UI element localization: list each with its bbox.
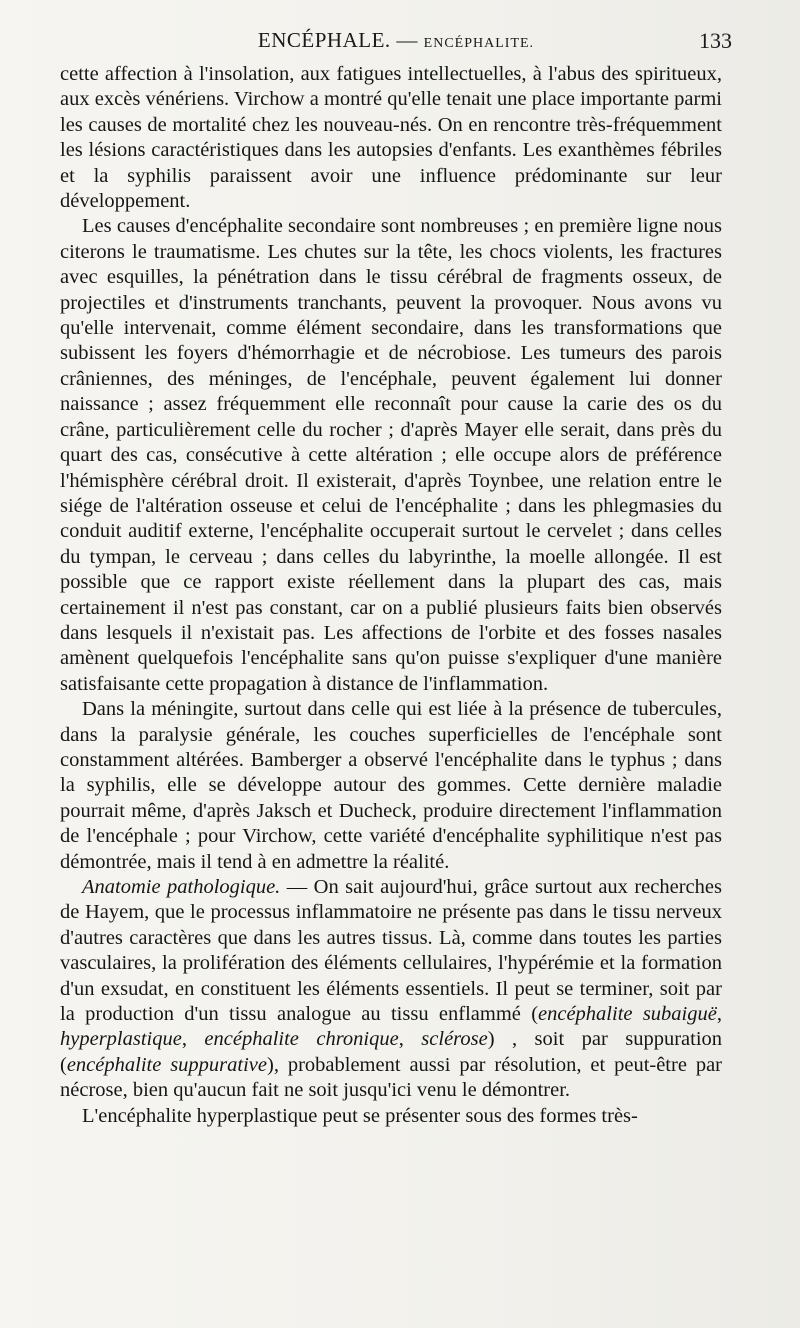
italic-text: Anatomie pathologique. (82, 876, 281, 898)
text-segment: , (181, 1028, 205, 1051)
paragraph (60, 875, 722, 1104)
italic-text: encéphalite suppurative (66, 1053, 267, 1076)
text-segment: — On sait aujourd'hui, grâce surtout aux recherches de Hayem, que le processus inflammatoire ne présente pas dans le tissu nerveux d'autres caractères que dans les autres tissus. Là, comme dans toutes les parties vasculaires, la prolifération des éléments cellulaires, l'hypérémie et la formation d'un exsudat, en constituent les éléments essentiels. Il peut se terminer, soit par la production d'un tissu analogue au tissu enflammé ( (60, 876, 722, 1026)
paragraph: Dans la méningite, surtout dans celle qui est liée à la présence de tubercules, dans la paralysie générale, les couches superficielles de l'encéphale sont constamment altérées. Bamberger a observé l'encéphalite dans le typhus ; dans la syphilis, elle se développe autour des gommes. Cette dernière maladie pourrait même, d'après Jaksch et Ducheck, produire directement l'inflammation de l'encéphale ; pour Virchow, cette variété d'encéphalite syphilitique n'est pas démontrée, mais il tend à en admettre la réalité. (60, 698, 722, 873)
text-segment: , (716, 1003, 722, 1026)
header-title-main: ENCÉPHALE. (257, 28, 391, 52)
italic-text: hyperplastique (60, 1028, 182, 1051)
page-number: 133 (699, 28, 732, 53)
running-header (60, 28, 732, 58)
paragraph: Les causes d'encéphalite secondaire sont nombreuses ; en première ligne nous citerons le traumatisme. Les chutes sur la tête, les chocs violents, les fractures avec esquilles, la pénétration dans le tissu cérébral de fragments osseux, de projectiles et d'instruments tranchants, peuvent la provoquer. Nous avons vu qu'elle intervenait, comme élément secondaire, dans les transformations que subissent les foyers d'hémorrhagie et de nécrobiose. Les tumeurs des parois crâniennes, des méninges, de l'encéphale, peuvent également lui donner naissance ; assez fréquemment elle reconnaît pour cause la carie des os du crâne, particulièrement celle du rocher ; d'après Mayer elle serait, dans près du quart des cas, consécutive à cette altération ; elle occupe alors de préférence l'hémisphère cérébral droit. Il existerait, d'après Toynbee, une relation entre le siége de l'altération osseuse et celui de l'encéphalite ; dans les phlegmasies du conduit auditif externe, l'encéphalite occuperait surtout le cervelet ; dans celles du tympan, le cerveau ; dans celles du labyrinthe, la moelle allongée. Il est possible que ce rapport existe réellement dans la plupart des cas, mais certainement il n'est pas constant, car on a publié plusieurs faits bien observés dans lesquels il n'existait pas. Les affections de l'orbite et des fosses nasales amènent quelquefois l'encéphalite sans qu'on puisse s'expliquer d'une manière satisfaisante cette propagation à distance de l'inflammation. (60, 215, 722, 695)
text-segment: , (398, 1028, 422, 1051)
italic-text: encéphalite subaiguë (538, 1003, 717, 1026)
text-segment: ), probablement aussi par résolution, et peut-être par nécrose, bien qu'aucun fait ne soit jusqu'ici venu le démontrer. (60, 1053, 722, 1102)
italic-text: encéphalite chronique (204, 1028, 399, 1051)
italic-text: sclérose (421, 1028, 488, 1051)
paragraph: cette affection à l'insolation, aux fatigues intellectuelles, à l'abus des spiritueux, aux excès vénériens. Virchow a montré qu'elle tenait une place importante parmi les causes de mortalité chez les nouveau-nés. On en rencontre très-fréquemment les lésions caractéristiques dans les autopsies d'enfants. Les exanthèmes fébriles et la syphilis paraissent avoir une influence prédominante sur leur développement. (60, 63, 722, 213)
text-segment: ) , soit par suppuration ( (60, 1028, 723, 1076)
body-text (60, 62, 722, 1129)
header-title-sub: ENCÉPHALITE. (423, 36, 535, 51)
header-dash: — (396, 28, 418, 52)
running-title (60, 28, 732, 53)
paragraph: L'encéphalite hyperplastique peut se présenter sous des formes très- (82, 1104, 638, 1127)
